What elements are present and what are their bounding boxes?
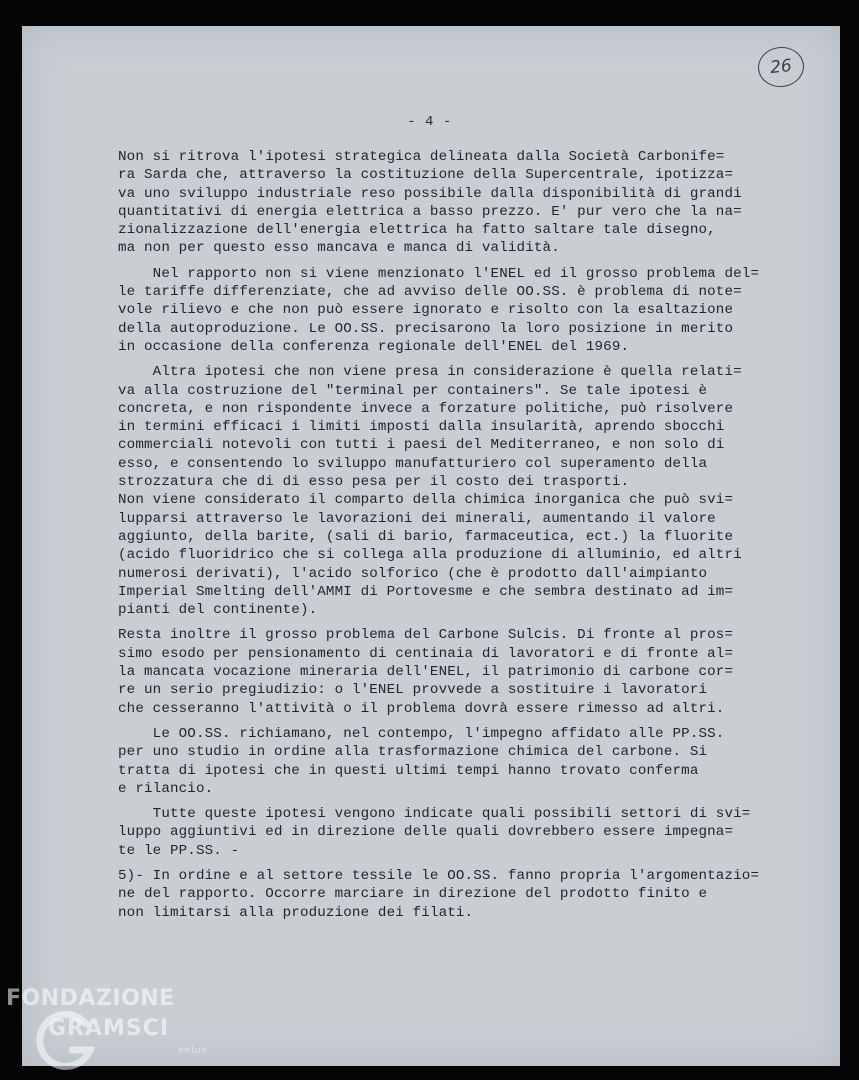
text-line: che cesseranno l'attività o il problema dovrà essere rimesso ad altri. bbox=[118, 700, 725, 717]
text-line: Tutte queste ipotesi vengono indicate quali possibili settori di svi= bbox=[118, 806, 751, 823]
text-line: va alla costruzione del "terminal per containers". Se tale ipotesi è bbox=[118, 382, 708, 399]
text-line: zionalizzazione dell'energia elettrica ha fatto saltare tale disegno, bbox=[118, 222, 716, 239]
paragraph-gap bbox=[118, 860, 818, 867]
text-line: re un serio pregiudizio: o l'ENEL provvede a sostituire i lavoratori bbox=[118, 682, 708, 699]
watermark-line2: GRAMSCI bbox=[48, 1016, 170, 1041]
text-line: luppo aggiuntivi ed in direzione delle quali dovrebbero essere impegna= bbox=[118, 824, 734, 841]
text-line: simo esodo per pensionamento di centinaia di lavoratori e di fronte al= bbox=[118, 645, 734, 662]
fondazione-gramsci-watermark bbox=[6, 986, 236, 1076]
text-line: commerciali notevoli con tutti i paesi del Mediterraneo, e non solo di bbox=[118, 437, 725, 454]
page-number: - 4 - bbox=[407, 114, 452, 130]
text-line: Altra ipotesi che non viene presa in considerazione è quella relati= bbox=[118, 364, 742, 381]
text-line: della autoproduzione. Le OO.SS. precisarono la loro posizione in merito bbox=[118, 320, 734, 337]
paragraph-gap bbox=[118, 718, 818, 725]
text-line: ra Sarda che, attraverso la costituzione della Supercentrale, ipotizza= bbox=[118, 167, 734, 184]
text-line: in occasione della conferenza regionale dell'ENEL del 1969. bbox=[118, 338, 630, 355]
paragraph-gap bbox=[118, 798, 818, 805]
paragraph-gap bbox=[118, 356, 818, 363]
text-line: 5)- In ordine e al settore tessile le OO.SS. fanno propria l'argomentazio= bbox=[118, 867, 760, 884]
text-line: tratta di ipotesi che in questi ultimi tempi hanno trovato conferma bbox=[118, 762, 699, 779]
folio-number: 26 bbox=[769, 55, 793, 79]
text-line: Non si ritrova l'ipotesi strategica delineata dalla Società Carbonife= bbox=[118, 149, 725, 165]
text-line: in termini efficaci i limiti imposti dalla insularità, aprendo sbocchi bbox=[118, 419, 725, 436]
text-line: Nel rapporto non si viene menzionato l'ENEL ed il grosso problema del= bbox=[118, 265, 760, 282]
text-line: pianti del continente). bbox=[118, 602, 318, 619]
text-line: strozzatura che di di esso pesa per il costo dei trasporti. bbox=[118, 474, 630, 491]
text-line: per uno studio in ordine alla trasformazione chimica del carbone. Si bbox=[118, 744, 708, 761]
text-line: ma non per questo esso mancava e manca di validità. bbox=[118, 240, 560, 257]
text-line: concreta, e non rispondente invece a forzature politiche, può risolvere bbox=[118, 400, 734, 417]
watermark-line1: FONDAZIONE bbox=[6, 986, 175, 1011]
text-line: Resta inoltre il grosso problema del Carbone Sulcis. Di fronte al pros= bbox=[118, 627, 734, 644]
text-line: la mancata vocazione mineraria dell'ENEL, il patrimonio di carbone cor= bbox=[118, 664, 734, 681]
text-line: Le OO.SS. richiamano, nel contempo, l'impegno affidato alle PP.SS. bbox=[118, 725, 725, 742]
text-line: aggiunto, della barite, (sali di bario, farmaceutica, ect.) la fluorite bbox=[118, 528, 734, 545]
watermark-onlus: onlus bbox=[178, 1046, 208, 1056]
text-line: ne del rapporto. Occorre marciare in direzione del prodotto finito e bbox=[118, 886, 708, 903]
text-line: e rilancio. bbox=[118, 780, 214, 797]
text-line: va uno sviluppo industriale reso possibile dalla disponibilità di grandi bbox=[118, 185, 742, 202]
text-line: te le PP.SS. - bbox=[118, 842, 240, 859]
text-line: numerosi derivati), l'acido solforico (che è prodotto dall'aimpianto bbox=[118, 565, 708, 582]
text-line: vole rilievo e che non può essere ignorato e risolto con la esaltazione bbox=[118, 302, 734, 319]
text-line: Non viene considerato il comparto della chimica inorganica che può svi= bbox=[118, 492, 734, 509]
document-body bbox=[118, 148, 818, 922]
paragraph-gap bbox=[118, 619, 818, 626]
text-line: quantitativi di energia elettrica a basso prezzo. E' pur vero che la na= bbox=[118, 203, 742, 220]
text-line: Imperial Smelting dell'AMMI di Portovesme e che sembra destinato ad im= bbox=[118, 583, 734, 600]
text-line: lupparsi attraverso le lavorazioni dei minerali, aumentando il valore bbox=[118, 510, 716, 527]
text-line: esso, e consentendo lo sviluppo manufatturiero col superamento della bbox=[118, 455, 708, 472]
paragraph-gap bbox=[118, 258, 818, 265]
text-line: le tariffe differenziate, che ad avviso delle OO.SS. è problema di note= bbox=[118, 284, 742, 301]
text-line: (acido fluoridrico che si collega alla produzione di alluminio, ed altri bbox=[118, 547, 742, 564]
text-line: non limitarsi alla produzione dei filati. bbox=[118, 904, 474, 921]
